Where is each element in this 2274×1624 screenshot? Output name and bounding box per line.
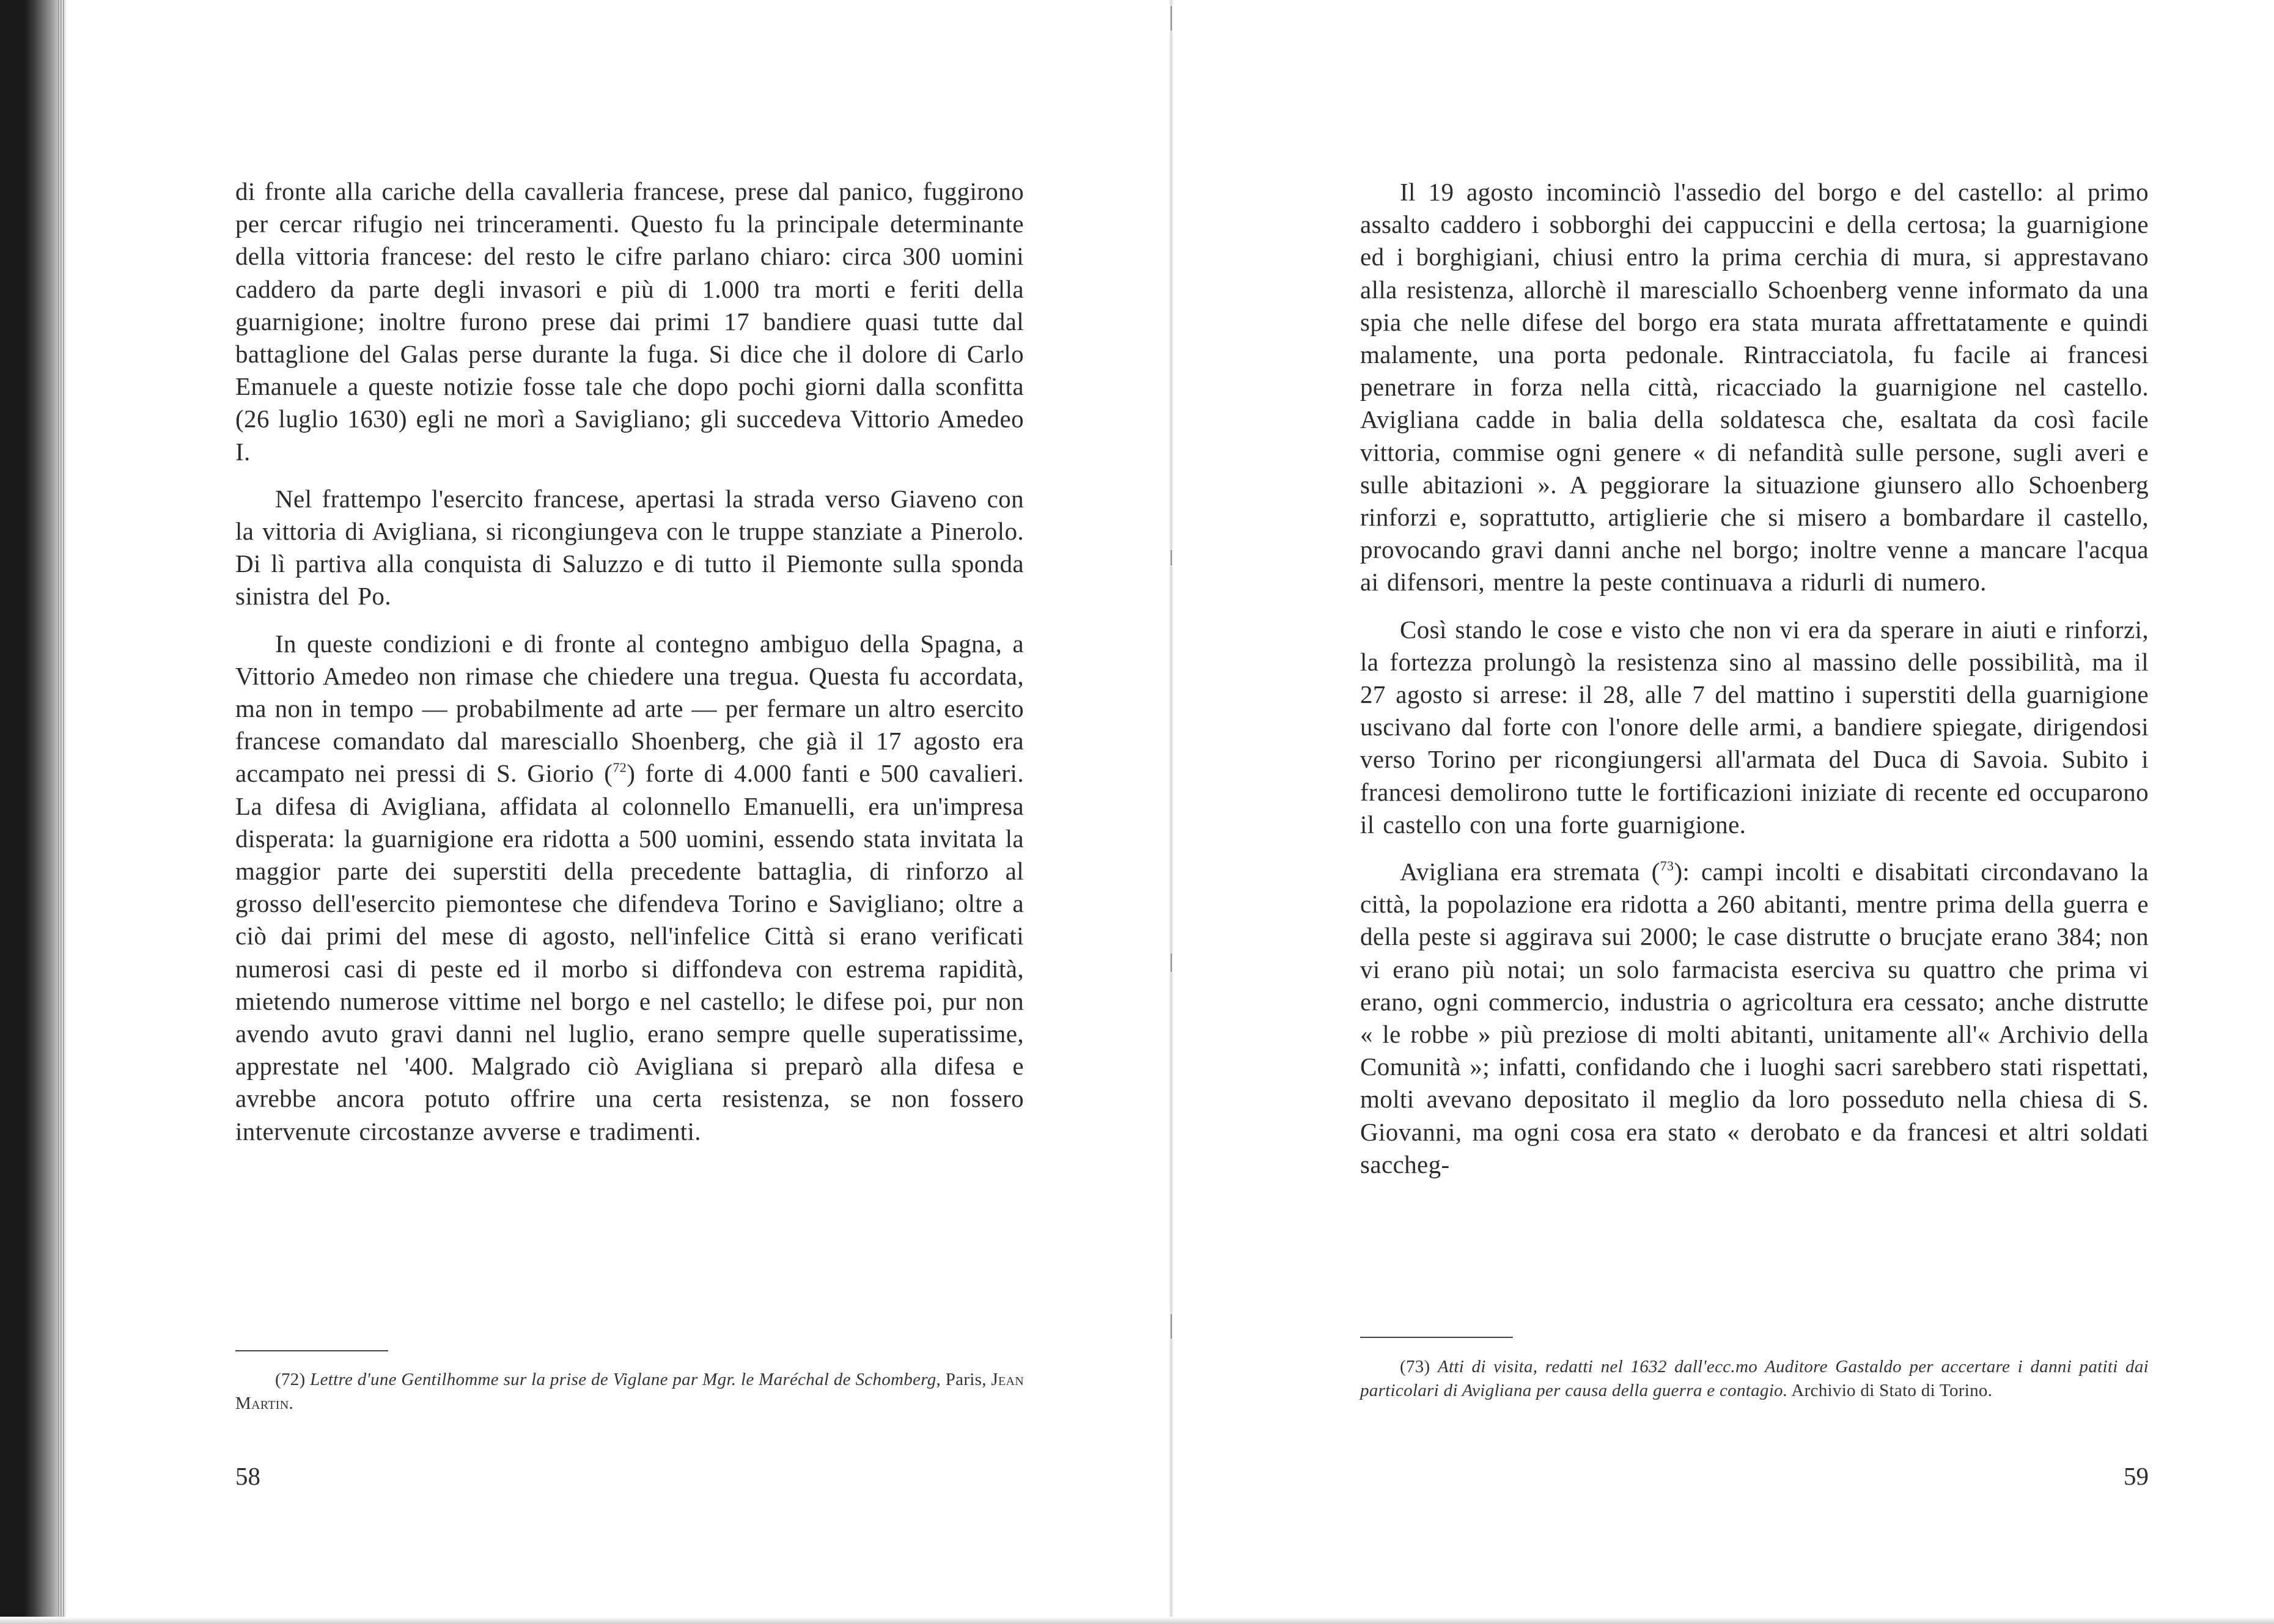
right-page (1360, 0, 2149, 1624)
paragraph: Nel frattempo l'esercito francese, apertasi la strada verso Giaveno con la vittoria di Avigliana, si ricongiungeva con le truppe stanziate a Pinerolo. Di lì partiva alla conquista di Saluzzo e di tutto il Piemonte sulla sponda sinistra del Po. (235, 484, 1024, 611)
footnote-number: (73) (1400, 1357, 1430, 1376)
footnote-place: Paris, (945, 1370, 987, 1389)
paragraph-text: Avigliana era stremata ( (1400, 858, 1660, 886)
footnote-source: Archivio di Stato di Torino. (1791, 1381, 1993, 1400)
gutter-mark (1171, 6, 1172, 31)
footnote-reference: 73 (1660, 858, 1674, 874)
footnote-reference: 72 (613, 760, 627, 776)
right-body-text (1360, 176, 2149, 1181)
paragraph: Così stando le cose e visto che non vi era da sperare in aiuti e rinforzi, la fortezza prolungò la resistenza sino al massino delle possibilità, ma il 27 agosto si arrese: il 28, alle 7 del mattino i superstiti della guarnigione uscivano dal forte con l'onore delle armi, a bandiere spiegate, dirigendosi verso Torino per ricongiungersi all'armata del Duca di Savoia. Subito i francesi demolirono tutte le fortificazioni iniziate di recente ed occuparono il castello con una forte guarnigione. (1360, 615, 2149, 839)
binding-edge (0, 0, 67, 1624)
paragraph: Il 19 agosto incominciò l'assedio del borgo e del castello: al primo assalto caddero i sobborghi dei cappuccini e della certosa; la guarnigione ed i borghigiani, chiusi entro la prima cerchia di mura, si apprestavano alla resistenza, allorchè il maresciallo Schoenberg venne informato da una spia che nelle difese del borgo era stata murata affrettatamente e quindi malamente, una porta pedonale. Rintracciatola, fu facile ai francesi penetrare in forza nella città, ricacciado la guarnigione nel castello. Avigliana cadde in balia della soldatesca che, esaltata da così facile vittoria, commise ogni genere « di nefandità sulle persone, sugli averi e sulle abitazioni ». A peggiorare la situazione giunsero allo Schoenberg rinforzi e, soprattutto, artiglierie che si misero a bombardare il castello, provocando gravi danni anche nel borgo; inoltre venne a mancare l'acqua ai difensori, mentre la peste continuava a ridurli di numero. (1360, 178, 2149, 597)
left-body-text (235, 175, 1024, 1148)
footnote-divider (1360, 1337, 1513, 1338)
paragraph (1360, 856, 2149, 1181)
paragraph-text: ): campi incolti e disabitati circondavano la città, la popolazione era ridotta a 260 abitanti, mentre prima della guerra e della peste si aggirava sui 2000; le case distrutte o brucjate erano 384; non vi erano più notai; un solo farmacista eserciva su quattro che prima vi erano, ogni commercio, industria o agricoltura era cessato; anche distrutte « le robbe » più preziose di molti abitanti, unitamente all'« Archivio della Comunità »; infatti, confidando che i luoghi sacri sarebbero stati rispettati, molti avevano depositato il meglio da loro posseduto nella chiesa di S. Giovanni, ma ogni cosa era stato « derobato e da francesi et altri soldati saccheg- (1360, 858, 2149, 1178)
bottom-shadow (0, 1617, 2274, 1624)
gutter-mark (1171, 550, 1172, 565)
page-stack-edge (58, 0, 65, 1624)
gutter (1169, 0, 1174, 1624)
page-number: 58 (235, 1462, 260, 1490)
page-number: 59 (2124, 1462, 2149, 1490)
paragraph (235, 628, 1024, 1148)
left-page (235, 0, 1024, 1624)
footnote-citation: Lettre d'une Gentilhomme sur la prise de Viglane par Mgr. le Maréchal de Schomberg, (310, 1370, 941, 1389)
paragraph-text: In queste condizioni e di fronte al contegno ambiguo della Spagna, a Vittorio Amedeo non rimase che chiedere una tregua. Questa fu accordata, ma non in tempo — probabilmente ad arte — per fermare un altro esercito francese comandato dal maresciallo Shoenberg, che già il 17 agosto era accampato nei pressi di S. Giorio ( (235, 629, 1024, 788)
paragraph-text: ) forte di 4.000 fanti e 500 cavalieri. La difesa di Avigliana, affidata al colonnello Emanuelli, era un'impresa disperata: la guarnigione era ridotta a 500 uomini, essendo stata invitata la maggior parte dei superstiti della precedente battaglia, di rinforzo al grosso dell'esercito piemontese che difendeva Torino e Savigliano; oltre a ciò dai primi del mese di agosto, nell'infelice Città si erano verificati numerosi casi di peste ed il morbo si diffondeva con estrema rapidità, mietendo numerose vittime nel borgo e nel castello; le difese poi, pur non avendo avuto gravi danni nel luglio, erano sempre quelle superatissime, apprestate nel '400. Malgrado ciò Avigliana si preparò alla difesa e avrebbe ancora potuto offrire una certa resistenza, se non fossero intervenute circostanze avverse e tradimenti. (235, 759, 1025, 1145)
footnote-text (235, 1368, 1024, 1416)
footnote-number: (72) (275, 1370, 306, 1389)
gutter-mark (1171, 953, 1172, 972)
footnote (1360, 1355, 2149, 1403)
gutter-mark (1171, 1314, 1172, 1339)
footnote-text (1360, 1355, 2149, 1403)
footnote-citation: Atti di visita, redatti nel 1632 dall'ecc.mo Auditore Gastaldo per accertare i danni patiti dai particolari di Avigliana per causa della guerra e contagio. (1360, 1357, 2149, 1400)
paragraph: di fronte alla cariche della cavalleria francese, prese dal panico, fuggirono per cercar rifugio nei trinceramenti. Questo fu la principale determinante della vittoria francese: del resto le cifre parlano chiaro: circa 300 uomini caddero da parte degli invasori e più di 1.000 tra morti e feriti della guarnigione; inoltre furono prese dai primi 17 bandiere quasi tutte dal battaglione del Galas perse durante la fuga. Si dice che il dolore di Carlo Emanuele a queste notizie fosse tale che dopo pochi giorni dalla sconfitta (26 luglio 1630) egli ne morì a Savigliano; gli succedeva Vittorio Amedeo I. (235, 177, 1024, 466)
footnote-divider (235, 1350, 388, 1351)
footnote (235, 1368, 1024, 1416)
footnote-publisher: Jean Martin. (235, 1370, 1024, 1413)
